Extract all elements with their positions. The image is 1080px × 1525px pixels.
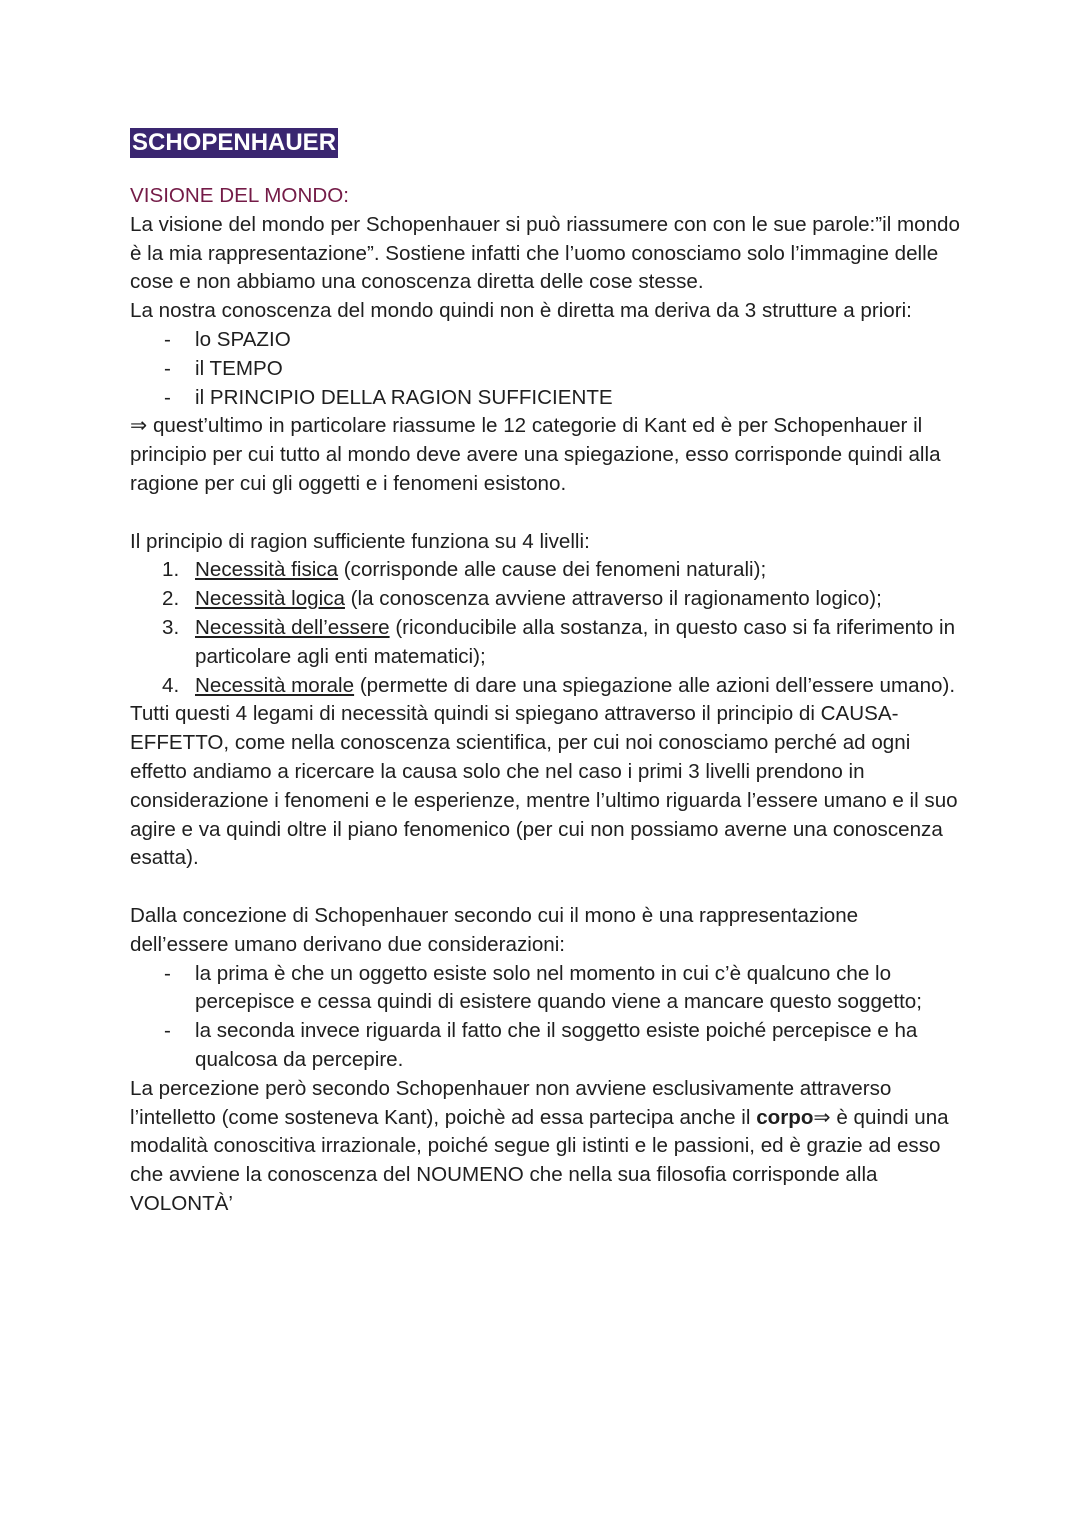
- list-item: [130, 556, 960, 585]
- level-description: (la conoscenza avviene attraverso il ragionamento logico);: [344, 587, 882, 611]
- level-description: (corrisponde alle cause dei fenomeni naturali);: [338, 558, 767, 582]
- document-page: [130, 128, 960, 1219]
- intro-paragraph-2: La nostra conoscenza del mondo quindi non è diretta ma deriva da 3 strutture a priori:: [130, 299, 912, 323]
- document-title: SCHOPENHAUER: [132, 129, 337, 156]
- levels-list: [130, 556, 960, 700]
- list-number: 1.: [162, 558, 180, 582]
- list-item: [130, 585, 960, 614]
- structures-list: [130, 326, 960, 412]
- list-number: 2.: [162, 587, 180, 611]
- perception-paragraph: [130, 1075, 960, 1219]
- considerations-list: [130, 960, 960, 1075]
- list-item: [130, 672, 960, 701]
- perception-text-after: ⇒ è quindi una modalità conoscitiva irrazionale, poiché segue gli istinti e le passioni, ed è grazie ad esso che avviene la conoscenza del NOUMENO che nella sua filosofia corrisponde alla VOLONTÀ’: [130, 1105, 949, 1215]
- list-item: - il PRINCIPIO DELLA RAGION SUFFICIENTE: [130, 384, 960, 413]
- list-item: - lo SPAZIO: [130, 326, 960, 355]
- paragraph-gap: [130, 873, 960, 902]
- perception-text-before: La percezione però secondo Schopenhauer non avviene esclusivamente attraverso l’intelletto (come sosteneva Kant), poichè ad essa partecipa anche il: [130, 1076, 892, 1129]
- principle-note: ⇒ quest’ultimo in particolare riassume le 12 categorie di Kant ed è per Schopenhauer il principio per cui tutto al mondo deve avere una spiegazione, esso corrisponde quindi alla ragione per cui gli oggetti e i fenomeni esistono.: [130, 414, 941, 495]
- considerations-intro: Dalla concezione di Schopenhauer secondo cui il mono è una rappresentazione dell’essere umano derivano due considerazioni:: [130, 903, 859, 956]
- level-description: (permette di dare una spiegazione alle azioni dell’essere umano).: [354, 673, 956, 697]
- intro-paragraph-1: La visione del mondo per Schopenhauer si può riassumere con con le sue parole:”il mondo è la mia rappresentazione”. Sostiene infatti che l’uomo conosciamo solo l’immagine delle cose e non abbiamo una conoscenza diretta delle cose stesse.: [130, 212, 960, 294]
- perception-bold-term: corpo: [756, 1105, 814, 1129]
- level-term: Necessità morale: [195, 673, 355, 697]
- level-term: Necessità logica: [195, 587, 345, 611]
- list-item: - il TEMPO: [130, 355, 960, 384]
- list-number: 3.: [162, 615, 180, 639]
- level-term: Necessità dell’essere: [195, 615, 390, 639]
- paragraph-gap: [130, 499, 960, 528]
- level-term: Necessità fisica: [195, 558, 339, 582]
- level-description: (riconducibile alla sostanza, in questo caso si fa riferimento in particolare agli enti matematici);: [195, 615, 956, 668]
- list-item: - la seconda invece riguarda il fatto che il soggetto esiste poiché percepisce e ha qualcosa da percepire.: [130, 1017, 960, 1075]
- section-heading: VISIONE DEL MONDO:: [130, 184, 349, 207]
- levels-intro: Il principio di ragion sufficiente funziona su 4 livelli:: [130, 529, 590, 553]
- list-item: [130, 614, 960, 672]
- list-number: 4.: [162, 673, 180, 697]
- list-item: - la prima è che un oggetto esiste solo nel momento in cui c’è qualcuno che lo percepisce e cessa quindi di esistere quando viene a mancare questo soggetto;: [130, 960, 960, 1018]
- causality-paragraph: Tutti questi 4 legami di necessità quindi si spiegano attraverso il principio di CAUSA-EFFETTO, come nella conoscenza scientifica, per cui noi conosciamo perché ad ogni effetto andiamo a ricercare la causa solo che nel caso i primi 3 livelli prendono in considerazione i fenomeni e le esperienze, mentre l’ultimo riguarda l’essere umano e il suo agire e va quindi oltre il piano fenomenico (per cui non possiamo averne una conoscenza esatta).: [130, 702, 958, 870]
